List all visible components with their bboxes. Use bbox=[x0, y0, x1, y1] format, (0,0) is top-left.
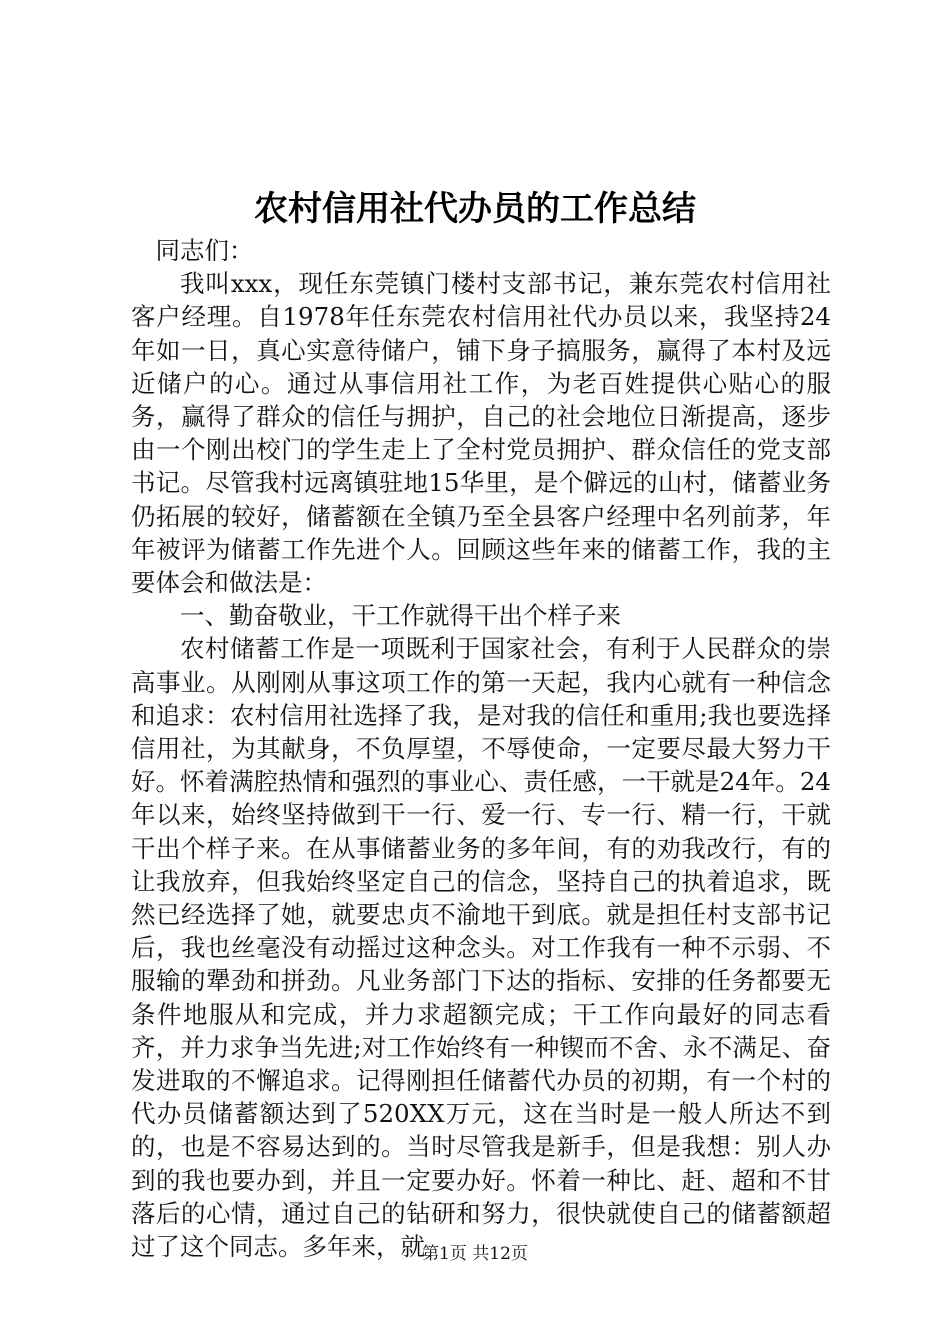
document-title: 农村信用社代办员的工作总结 bbox=[254, 189, 696, 229]
section-heading-1: 一、勤奋敬业，干工作就得干出个样子来 bbox=[180, 601, 621, 631]
paragraph-intro: 我叫xxx，现任东莞镇门楼村支部书记，兼东莞农村信用社客户经理。自1978年任东莞农村信用社代办员以来，我坚持24年如一日，真心实意待储户，铺下身子搞服务，赢得了本村及远近储户的心。通过从事信用社工作，为老百姓提供心贴心的服务，赢得了群众的信任与拥护，自己的社会地位日渐提高，逐步由一个刚出校门的学生走上了全村党员拥护、群众信任的党支部书记。尽管我村远离镇驻地15华里，是个僻远的山村，储蓄业务仍拓展的较好，储蓄额在全镇乃至全县客户经理中名列前茅，年年被评为储蓄工作先进个人。回顾这些年来的储蓄工作，我的主要体会和做法是： bbox=[131, 269, 831, 598]
page-number-footer: 第1页 共12页 bbox=[422, 1244, 528, 1264]
paragraph-section-1: 农村储蓄工作是一项既利于国家社会，有利于人民群众的崇高事业。从刚刚从事这项工作的第一天起，我内心就有一种信念和追求：农村信用社选择了我，是对我的信任和重用;我也要选择信用社，为其献身，不负厚望，不辱使命，一定要尽最大努力干好。怀着满腔热情和强烈的事业心、责任感，一干就是24年。24年以来，始终坚持做到干一行、爱一行、专一行、精一行，干就干出个样子来。在从事储蓄业务的多年间，有的劝我改行，有的让我放弃，但我始终坚定自己的信念，坚持自己的执着追求，既然已经选择了她，就要忠贞不渝地干到底。就是担任村支部书记后，我也丝毫没有动摇过这种念头。对工作我有一种不示弱、不服输的犟劲和拼劲。凡业务部门下达的指标、安排的任务都要无条件地服从和完成，并力求超额完成；干工作向最好的同志看齐，并力求争当先进;对工作始终有一种锲而不舍、永不满足、奋发进取的不懈追求。记得刚担任储蓄代办员的初期，有一个村的代办员储蓄额达到了520XX万元，这在当时是一般人所达不到的，也是不容易达到的。当时尽管我是新手，但是我想：别人办到的我也要办到，并且一定要办好。怀着一种比、赶、超和不甘落后的心情，通过自己的钻研和努力，很快就使自己的储蓄额超过了这个同志。多年来，就 bbox=[131, 634, 831, 1262]
greeting-line: 同志们： bbox=[155, 236, 254, 265]
document-body bbox=[131, 234, 831, 1263]
